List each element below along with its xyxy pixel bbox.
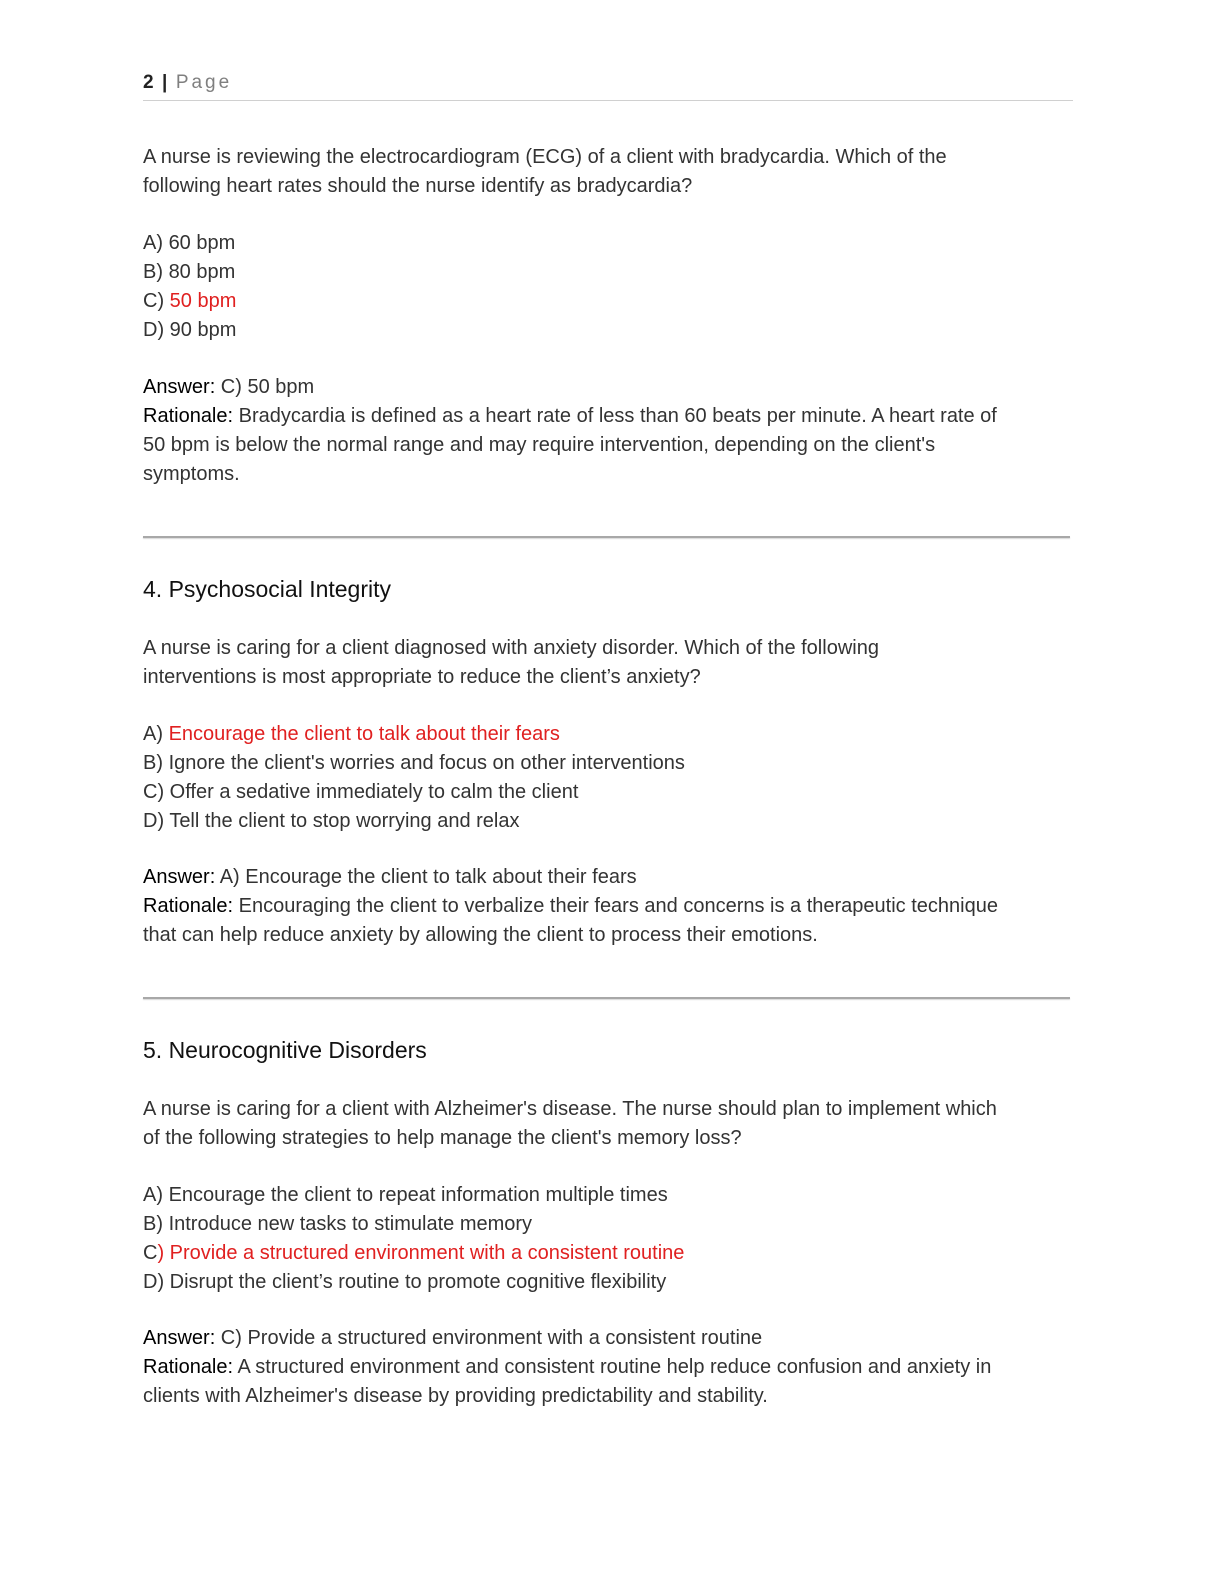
option-a-correct [143,720,1073,749]
answer-label: Answer: [143,1327,216,1349]
question-3-text [143,143,1073,201]
option-a [143,1181,1073,1210]
option-c [143,778,1073,807]
answer-text: C) 50 bpm [215,376,315,398]
option-d [143,1268,1073,1297]
option-prefix: B) [143,752,169,774]
option-text: Introduce new tasks to stimulate memory [168,1213,533,1235]
option-prefix: D) [143,319,170,341]
question-3-answer-block [143,373,1073,489]
option-b [143,749,1073,778]
section-divider [143,536,1070,538]
option-d [143,316,1073,345]
rationale-text: Bradycardia is defined as a heart rate of less than 60 beats per minute. A heart rate of [233,405,997,427]
option-text: Disrupt the client’s routine to promote cognitive flexibility [169,1271,667,1293]
rationale-label: Rationale: [143,895,234,917]
option-prefix: B) [143,1213,169,1235]
option-text: 50 bpm [169,290,237,312]
option-b [143,1210,1073,1239]
option-text: Offer a sedative immediately to calm the client [169,781,579,803]
option-text: Tell the client to stop worrying and relax [169,810,520,832]
question-4-answer-block [143,863,1073,950]
option-d [143,807,1073,836]
option-prefix: B) [143,261,169,283]
option-text: ) Provide a structured environment with a consistent routine [157,1242,685,1264]
question-line: A nurse is caring for a client with Alzheimer's disease. The nurse should plan to implement which [143,1098,997,1120]
question-5-answer-block [143,1324,1073,1411]
rationale-text: Encouraging the client to verbalize their fears and concerns is a therapeutic technique [233,895,998,917]
option-prefix: D) [143,1271,170,1293]
question-4-text [143,634,1073,692]
option-prefix: C [143,1242,158,1264]
option-prefix: C) [143,290,170,312]
question-line: of the following strategies to help manage the client's memory loss? [143,1127,742,1149]
page-header [143,72,1073,101]
option-b [143,258,1073,287]
option-text: Ignore the client's worries and focus on other interventions [168,752,685,774]
question-line: following heart rates should the nurse identify as bradycardia? [143,175,693,197]
option-a [143,229,1073,258]
rationale-line [143,402,1073,431]
option-prefix: A) [143,232,169,254]
answer-line [143,373,1073,402]
section-heading: 4. Psychosocial Integrity [143,576,392,602]
rationale-label: Rationale: [143,1356,234,1378]
option-prefix: C) [143,781,170,803]
option-text: Encourage the client to repeat information multiple times [168,1184,668,1206]
option-prefix: D) [143,810,170,832]
option-text: 60 bpm [168,232,236,254]
answer-label: Answer: [143,376,216,398]
rationale-line: symptoms. [143,463,240,485]
page-label: Page [175,72,233,93]
answer-text: C) Provide a structured environment with a consistent routine [215,1327,763,1349]
page-number: 2 [143,72,154,93]
rationale-line: that can help reduce anxiety by allowing the client to process their emotions. [143,924,818,946]
rationale-line [143,892,1073,921]
option-c-correct [143,287,1073,316]
option-prefix: A) [143,1184,169,1206]
page-header-separator: | [162,72,168,93]
answer-label: Answer: [143,866,216,888]
question-3-options [143,229,1073,345]
option-text: 90 bpm [169,319,237,341]
answer-line [143,1324,1073,1353]
option-text: Encourage the client to talk about their fears [168,723,560,745]
question-5-text [143,1095,1073,1153]
rationale-label: Rationale: [143,405,234,427]
answer-text: A) Encourage the client to talk about their fears [215,866,637,888]
option-prefix: A) [143,723,169,745]
rationale-line: clients with Alzheimer's disease by providing predictability and stability. [143,1385,768,1407]
rationale-line [143,1353,1073,1382]
rationale-line: 50 bpm is below the normal range and may require intervention, depending on the client's [143,434,936,456]
section-heading: 5. Neurocognitive Disorders [143,1037,427,1063]
question-4-options [143,720,1073,836]
section-divider [143,997,1070,999]
question-line: interventions is most appropriate to reduce the client’s anxiety? [143,666,701,688]
option-c-correct [143,1239,1073,1268]
rationale-text: A structured environment and consistent routine help reduce confusion and anxiety in [233,1356,992,1378]
question-line: A nurse is reviewing the electrocardiogram (ECG) of a client with bradycardia. Which of the [143,146,947,168]
answer-line [143,863,1073,892]
question-line: A nurse is caring for a client diagnosed with anxiety disorder. Which of the following [143,637,879,659]
question-5-options [143,1181,1073,1297]
option-text: 80 bpm [168,261,236,283]
